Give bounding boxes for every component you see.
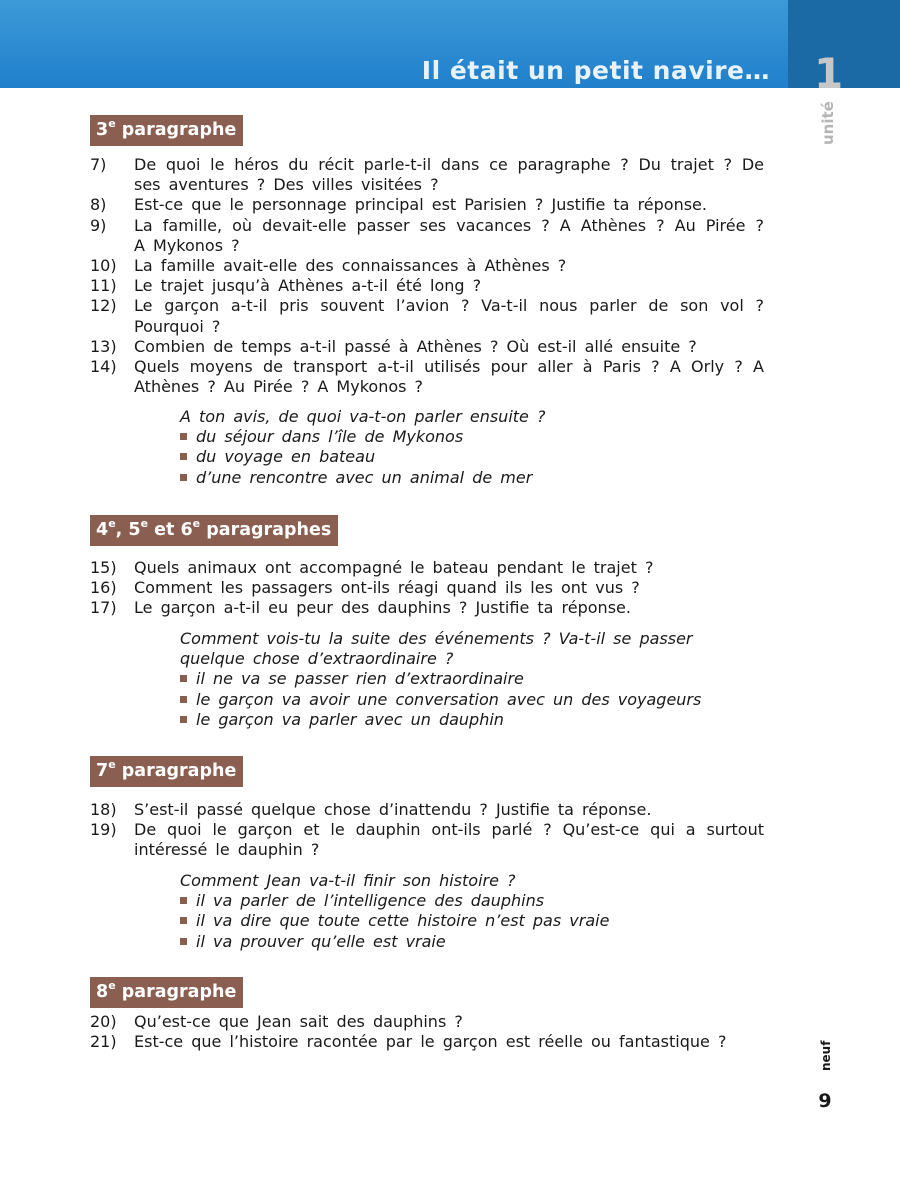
question-item: 19) De quoi le garçon et le dauphin ont-ils parlé ? Qu’est-ce qui a surtout intéressé le dauphin ?	[90, 820, 764, 860]
prediction-option: le garçon va parler avec un dauphin	[180, 710, 760, 730]
section-heading: 7e paragraphe	[90, 756, 243, 787]
question-item: 14) Quels moyens de transport a-t-il utilisés pour aller à Paris ? A Orly ? A Athènes ? Au Pirée ? A Mykonos ?	[90, 357, 764, 397]
prediction-question: quelque chose d’extraordinaire ?	[180, 649, 454, 669]
question-item: 9) La famille, où devait-elle passer ses vacances ? A Athènes ? Au Pirée ? A Mykonos ?	[90, 215, 764, 255]
question-item: 15) Quels animaux ont accompagné le bateau pendant le trajet ?	[90, 558, 654, 577]
section-heading: 4e, 5e et 6e paragraphes	[90, 515, 338, 546]
question-item: 10) La famille avait-elle des connaissances à Athènes ?	[90, 256, 567, 276]
prediction-block	[180, 407, 760, 488]
unit-tab	[788, 0, 900, 88]
prediction-question: A ton avis, de quoi va-t-on parler ensuite ?	[180, 407, 546, 426]
unit-number: 1	[814, 49, 844, 98]
prediction-question: Comment Jean va-t-il finir son histoire ?	[180, 871, 516, 890]
square-bullet-icon	[180, 453, 187, 460]
square-bullet-icon	[180, 897, 187, 904]
page-word: neuf	[819, 1040, 833, 1072]
question-item: 16) Comment les passagers ont-ils réagi quand ils les ont vus ?	[90, 578, 640, 598]
prediction-option: du séjour dans l’île de Mykonos	[180, 427, 760, 447]
prediction-option: le garçon va avoir une conversation avec un des voyageurs	[180, 690, 760, 710]
question-item: 13) Combien de temps a-t-il passé à Athènes ? Où est-il allé ensuite ?	[90, 336, 697, 356]
question-item: 20) Qu’est-ce que Jean sait des dauphins ?	[90, 1012, 463, 1031]
question-list	[90, 800, 764, 861]
prediction-option: du voyage en bateau	[180, 447, 760, 467]
question-list	[90, 155, 764, 397]
prediction-option: il va dire que toute cette histoire n’est pas vraie	[180, 911, 760, 931]
square-bullet-icon	[180, 675, 187, 682]
prediction-option: il va prouver qu’elle est vraie	[180, 932, 760, 952]
question-list	[90, 558, 764, 619]
question-item: 7) De quoi le héros du récit parle-t-il dans ce paragraphe ? Du trajet ? De ses aventures ? Des villes visitées ?	[90, 155, 764, 195]
chapter-title: Il était un petit navire…	[421, 56, 770, 85]
prediction-option: il va parler de l’intelligence des dauphins	[180, 891, 760, 911]
unit-label: unité	[819, 101, 837, 145]
square-bullet-icon	[180, 474, 187, 481]
prediction-block	[180, 871, 760, 952]
question-item: 18) S’est-il passé quelque chose d’inattendu ? Justifie ta réponse.	[90, 800, 652, 819]
square-bullet-icon	[180, 433, 187, 440]
question-item: 8) Est-ce que le personnage principal est Parisien ? Justifie ta réponse.	[90, 195, 707, 215]
square-bullet-icon	[180, 716, 187, 723]
section-heading: 8e paragraphe	[90, 977, 243, 1008]
prediction-option: d’une rencontre avec un animal de mer	[180, 468, 760, 488]
question-item: 17) Le garçon a-t-il eu peur des dauphins ? Justifie ta réponse.	[90, 598, 631, 618]
question-list	[90, 1012, 764, 1052]
question-item: 11) Le trajet jusqu’à Athènes a-t-il été long ?	[90, 276, 482, 296]
prediction-option: il ne va se passer rien d’extraordinaire	[180, 669, 760, 689]
question-item: 12) Le garçon a-t-il pris souvent l’avion ? Va-t-il nous parler de son vol ? Pourquoi ?	[90, 296, 764, 336]
square-bullet-icon	[180, 938, 187, 945]
page-number: 9	[818, 1090, 832, 1112]
section-heading: 3e paragraphe	[90, 115, 243, 146]
square-bullet-icon	[180, 917, 187, 924]
square-bullet-icon	[180, 696, 187, 703]
prediction-block	[180, 629, 760, 730]
prediction-question: Comment vois-tu la suite des événements ? Va-t-il se passer	[180, 629, 693, 648]
question-item: 21) Est-ce que l’histoire racontée par le garçon est réelle ou fantastique ?	[90, 1032, 727, 1052]
